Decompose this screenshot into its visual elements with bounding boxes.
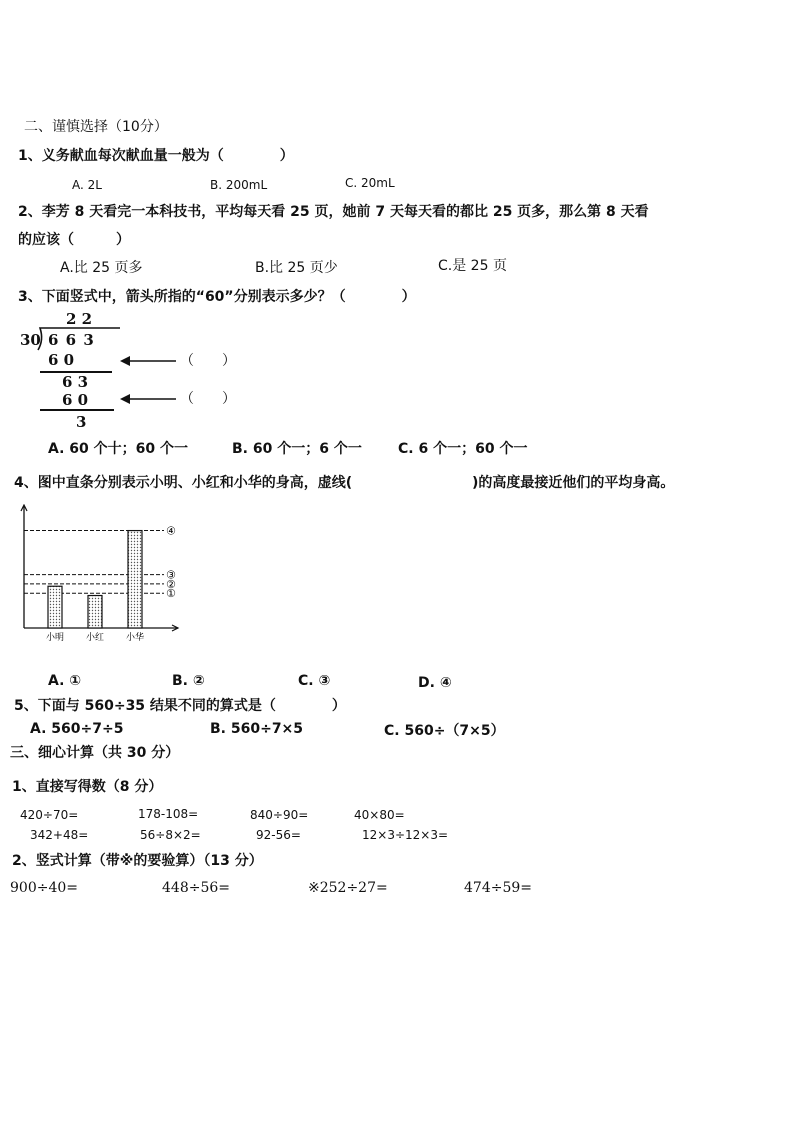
vertical-calc-4: 474÷59= — [464, 880, 532, 896]
q1-option-b: B. 200mL — [210, 178, 268, 192]
division-product-2: 6 0 — [62, 391, 89, 409]
q1-option-a: A. 2L — [72, 178, 102, 192]
q2-option-a: A.比 25 页多 — [60, 260, 143, 276]
division-remainder-final: 3 — [76, 413, 87, 431]
section-title-3: 三、细心计算（共 30 分） — [10, 745, 180, 761]
q5-option-b: B. 560÷7×5 — [210, 721, 304, 737]
category-label: 小华 — [125, 633, 145, 643]
mental-calc-1: 420÷70= — [20, 808, 79, 822]
q3-stem: 3、下面竖式中，箭头所指的“60”分别表示多少？（ ） — [18, 289, 416, 305]
bar-小红 — [88, 596, 102, 628]
bar-小明 — [48, 586, 62, 628]
q4-option-d: D. ④ — [418, 675, 452, 691]
line-label-3: ③ — [166, 568, 176, 582]
q2-stem-cont: 的应该（ ） — [18, 232, 130, 248]
q5-option-c: C. 560÷（7×5） — [384, 723, 505, 739]
q4-stem-1: 4、图中直条分别表示小明、小红和小华的身高，虚线( — [14, 475, 353, 491]
mental-calc-8: 12×3÷12×3= — [362, 828, 449, 842]
section-title-2: 二、谨慎选择（10分） — [24, 119, 168, 135]
mental-calc-4: 40×80= — [354, 808, 405, 822]
arrow-left-icon — [118, 354, 178, 368]
section3-part1-title: 1、直接写得数（8 分） — [12, 779, 163, 795]
division-divisor: 30 — [20, 331, 41, 349]
division-quotient: 2 2 — [66, 310, 93, 328]
q4-option-a: A. ① — [48, 673, 82, 689]
q4-stem-2: )的高度最接近他们的平均身高。 — [472, 475, 675, 491]
line-label-4: ④ — [166, 524, 176, 538]
q3-blank-1[interactable]: （ ） — [180, 353, 236, 369]
q3-option-c: C. 6 个一；60 个一 — [398, 441, 528, 457]
q5-option-a: A. 560÷7÷5 — [30, 721, 124, 737]
line-label-2: ② — [166, 577, 176, 591]
mental-calc-3: 840÷90= — [250, 808, 309, 822]
arrow-left-icon — [118, 392, 178, 406]
division-dividend: 6 6 3 — [48, 331, 95, 349]
q4-option-b: B. ② — [172, 673, 205, 689]
vertical-calc-2: 448÷56= — [162, 880, 230, 896]
q1-stem: 1、义务献血每次献血量一般为（ ） — [18, 148, 294, 164]
bar-小华 — [128, 531, 142, 628]
category-label: 小红 — [85, 633, 105, 643]
q3-blank-2[interactable]: （ ） — [180, 391, 236, 407]
mental-calc-6: 56÷8×2= — [140, 828, 201, 842]
vertical-calc-1: 900÷40= — [10, 880, 78, 896]
q5-stem: 5、下面与 560÷35 结果不同的算式是（ ） — [14, 698, 346, 714]
q3-option-b: B. 60 个一；6 个一 — [232, 441, 362, 457]
q2-option-c: C.是 25 页 — [438, 258, 507, 274]
q1-option-c: C. 20mL — [345, 176, 395, 190]
q2-stem: 2、李芳 8 天看完一本科技书，平均每天看 25 页，她前 7 天每天看的都比 25 页多，那么第 8 天看 — [18, 204, 649, 220]
q3-option-a: A. 60 个十；60 个一 — [48, 441, 188, 457]
mental-calc-2: 178-108= — [138, 807, 199, 821]
line-label-1: ① — [166, 587, 176, 601]
category-label: 小明 — [45, 633, 65, 643]
q2-option-b: B.比 25 页少 — [255, 260, 338, 276]
division-line-2 — [40, 409, 114, 411]
division-remainder-1: 6 3 — [62, 373, 89, 391]
division-product-1: 6 0 — [48, 351, 75, 369]
q4-option-c: C. ③ — [298, 673, 331, 689]
mental-calc-5: 342+48= — [30, 828, 89, 842]
mental-calc-7: 92-56= — [256, 828, 301, 842]
height-bar-chart — [10, 504, 200, 652]
vertical-calc-3: ※252÷27= — [308, 880, 388, 896]
section3-part2-title: 2、竖式计算（带※的要验算）（13 分） — [12, 853, 263, 869]
